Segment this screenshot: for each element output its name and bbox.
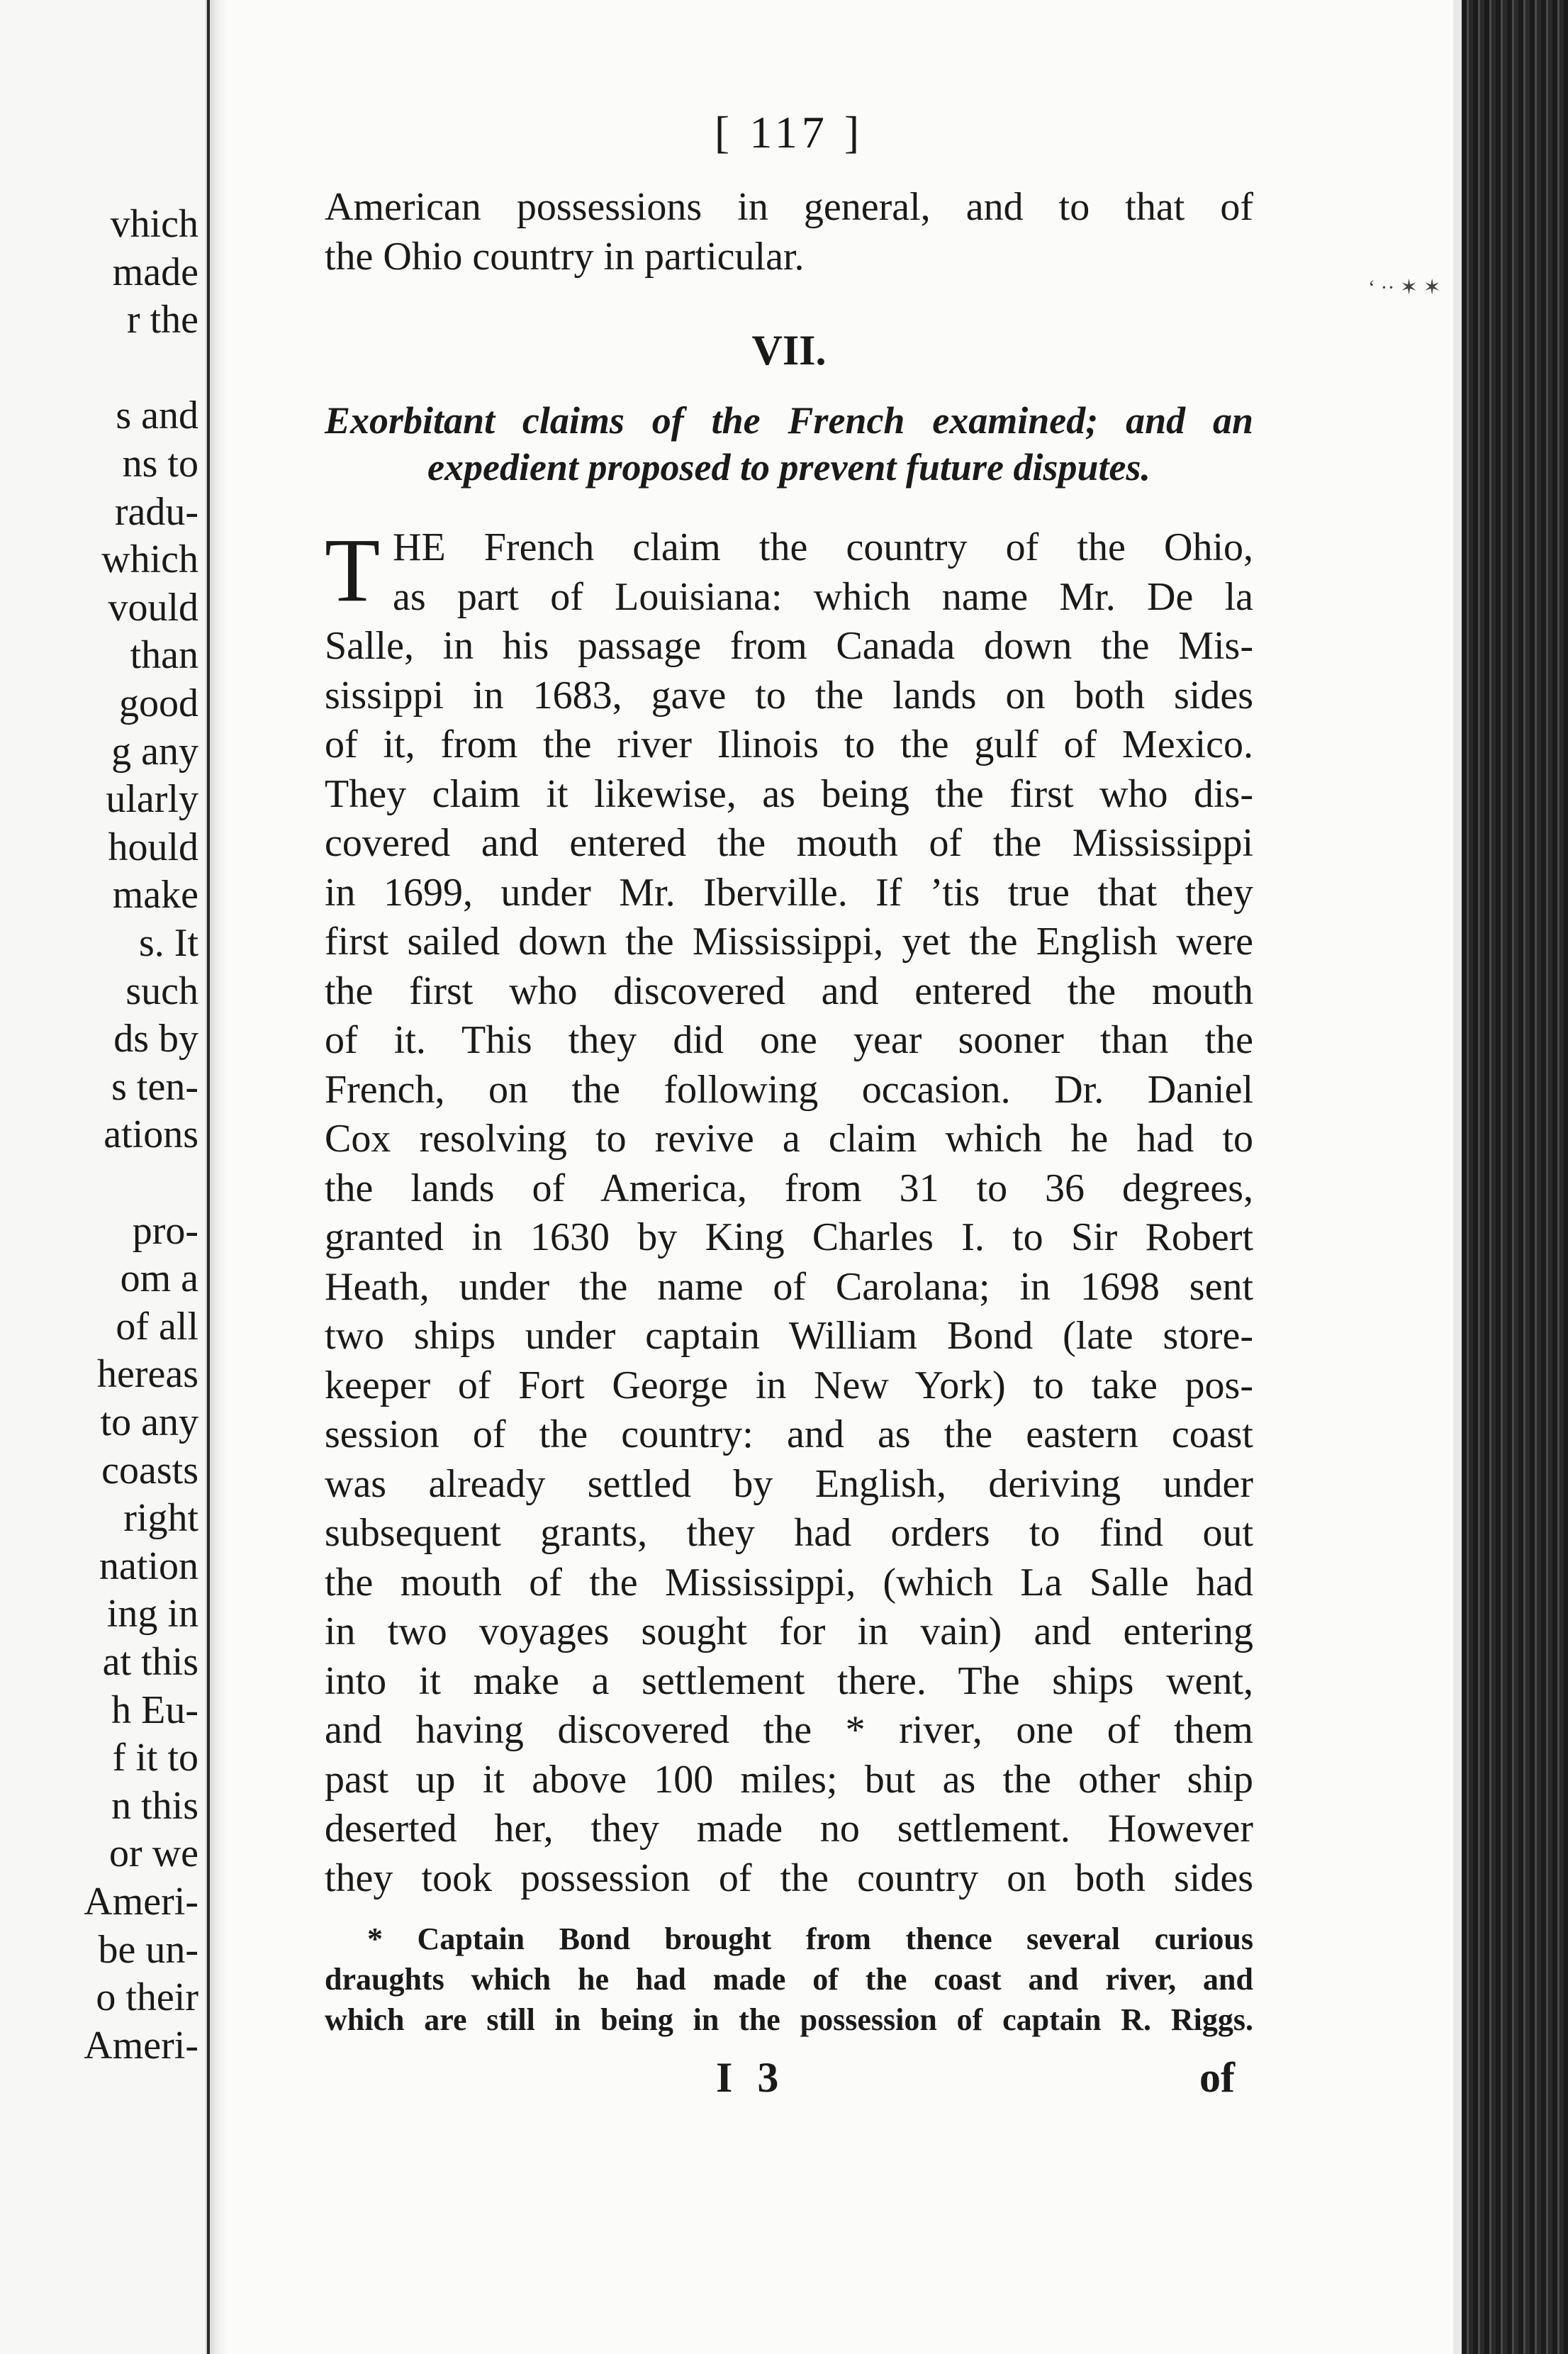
left-page-text-fragment: ing in xyxy=(106,1592,198,1636)
section-title-line: Exorbitant claims of the French examined; and an xyxy=(325,399,1253,442)
text-line: covered and entered the mouth of the Mississippi xyxy=(325,821,1253,865)
left-page-text-fragment: be un- xyxy=(98,1927,198,1972)
text-line: of it, from the river Ilinois to the gulf of Mexico. xyxy=(325,723,1253,766)
left-page-text-fragment: to any xyxy=(100,1400,198,1444)
text-line: and having discovered the * river, one of them xyxy=(325,1708,1253,1752)
body-text xyxy=(325,520,1253,1903)
section-number: VII. xyxy=(751,327,827,374)
left-page-text-fragment: n this xyxy=(111,1783,198,1828)
footnote-line: which are still in being in the possession of captain R. Riggs. xyxy=(325,2002,1253,2037)
text-line: as part of Louisiana: which name Mr. De la xyxy=(393,574,1253,619)
text-line: of it. This they did one year sooner than the xyxy=(325,1018,1253,1062)
left-page-text-fragment: coasts xyxy=(101,1448,198,1493)
catchword: of xyxy=(1199,2054,1235,2101)
text-line: past up it above 100 miles; but as the other ship xyxy=(325,1757,1253,1802)
left-page-text-fragment: g any xyxy=(111,729,198,774)
left-page-text-fragment: s and xyxy=(116,394,198,438)
left-page-text-fragment: nation xyxy=(99,1544,198,1588)
text-line: session of the country: and as the eastern coast xyxy=(325,1412,1253,1456)
text-line: two ships under captain William Bond (late store- xyxy=(325,1314,1253,1358)
footnote-line: draughts which he had made of the coast and river, and xyxy=(325,1962,1253,1997)
left-page-text-fragment: make xyxy=(112,873,198,917)
left-page-text-fragment: good xyxy=(119,681,198,725)
left-page-text-fragment: vhich xyxy=(110,202,198,246)
opening-paragraph xyxy=(325,183,1253,281)
left-page-text-fragment: such xyxy=(125,969,198,1013)
left-page-text-fragment: or we xyxy=(109,1831,198,1876)
left-page-text-fragment: made xyxy=(112,250,198,294)
left-page-text-fragment: Ameri- xyxy=(84,1880,198,1924)
text-line: the first who discovered and entered the mouth xyxy=(325,969,1253,1013)
left-page-text-fragment: pro- xyxy=(132,1208,198,1253)
left-page-text-fragment: ations xyxy=(103,1112,198,1157)
text-line: first sailed down the Mississippi, yet the English were xyxy=(325,920,1253,964)
text-line: they took possession of the country on both sides xyxy=(325,1856,1253,1900)
left-page-text-fragment: h Eu- xyxy=(111,1688,198,1732)
text-line: the Ohio country in particular. xyxy=(325,234,805,279)
left-page-text-fragment: hould xyxy=(108,825,198,869)
text-line: keeper of Fort George in New York) to take pos- xyxy=(325,1363,1253,1407)
section-title xyxy=(325,397,1253,491)
text-line: into it make a settlement there. The ships went, xyxy=(325,1658,1253,1703)
drop-cap-letter: T xyxy=(325,520,381,620)
left-page-text-fragment: om a xyxy=(120,1256,198,1301)
text-line: French, on the following occasion. Dr. Daniel xyxy=(325,1067,1253,1112)
footnote-line: * Captain Bond brought from thence several curious xyxy=(367,1921,1253,1956)
left-page-text-fragment: right xyxy=(123,1496,198,1541)
left-page-text-fragment: ds by xyxy=(113,1017,198,1061)
text-line: American possessions in general, and to that of xyxy=(325,185,1253,229)
left-page-text-fragment: hereas xyxy=(96,1352,198,1397)
left-page-text-fragment: f it to xyxy=(112,1736,198,1780)
text-line: in 1699, under Mr. Iberville. If ’tis true that they xyxy=(325,870,1253,915)
left-page-text-fragment: s. It xyxy=(139,921,198,965)
footnote xyxy=(325,1919,1253,2040)
previous-page-fragment xyxy=(0,0,206,2354)
text-line: deserted her, they made no settlement. However xyxy=(325,1807,1253,1851)
gutter-shadow-line xyxy=(207,0,210,2354)
left-page-text-fragment: s ten- xyxy=(111,1064,198,1109)
text-line: sissippi in 1683, gave to the lands on both sides xyxy=(325,673,1253,718)
text-line: granted in 1630 by King Charles I. to Sir Robert xyxy=(325,1215,1253,1259)
left-page-text-fragment: of all xyxy=(116,1304,198,1349)
text-line: They claim it likewise, as being the first who dis- xyxy=(325,771,1253,816)
text-line: was already settled by English, deriving under xyxy=(325,1461,1253,1506)
text-line: the mouth of the Mississippi, (which La Salle had xyxy=(325,1560,1253,1605)
text-line: the lands of America, from 31 to 36 degrees, xyxy=(325,1166,1253,1210)
page-number-header: [ 117 ] xyxy=(714,107,864,157)
left-page-text-fragment: radu- xyxy=(114,489,198,534)
left-page-text-fragment: o their xyxy=(96,1975,198,2020)
left-page-text-fragment: than xyxy=(130,633,198,678)
left-page-text-fragment: Ameri- xyxy=(84,2023,198,2068)
left-page-text-fragment: ularly xyxy=(106,777,198,822)
left-page-text-fragment: which xyxy=(101,537,198,582)
text-line: subsequent grants, they had orders to find out xyxy=(325,1511,1253,1555)
section-title-line: expedient proposed to prevent future disputes. xyxy=(427,446,1150,489)
left-page-text-fragment: r the xyxy=(126,298,198,342)
text-line: Heath, under the name of Carolana; in 1698 sent xyxy=(325,1264,1253,1309)
left-page-text-fragment: ns to xyxy=(122,442,198,486)
text-line: HE French claim the country of the Ohio, xyxy=(393,525,1253,569)
left-page-text-fragment: vould xyxy=(108,585,198,630)
margin-mark: ‘ ·· ✶ ✶ xyxy=(1368,276,1441,299)
text-line: Salle, in his passage from Canada down the Mis- xyxy=(325,624,1253,668)
left-page-text-fragment: at this xyxy=(102,1640,198,1684)
signature-mark: I 3 xyxy=(716,2054,786,2101)
book-fore-edge xyxy=(1462,0,1568,2354)
text-line: in two voyages sought for in vain) and entering xyxy=(325,1610,1253,1653)
text-line: Cox resolving to revive a claim which he had to xyxy=(325,1117,1253,1161)
